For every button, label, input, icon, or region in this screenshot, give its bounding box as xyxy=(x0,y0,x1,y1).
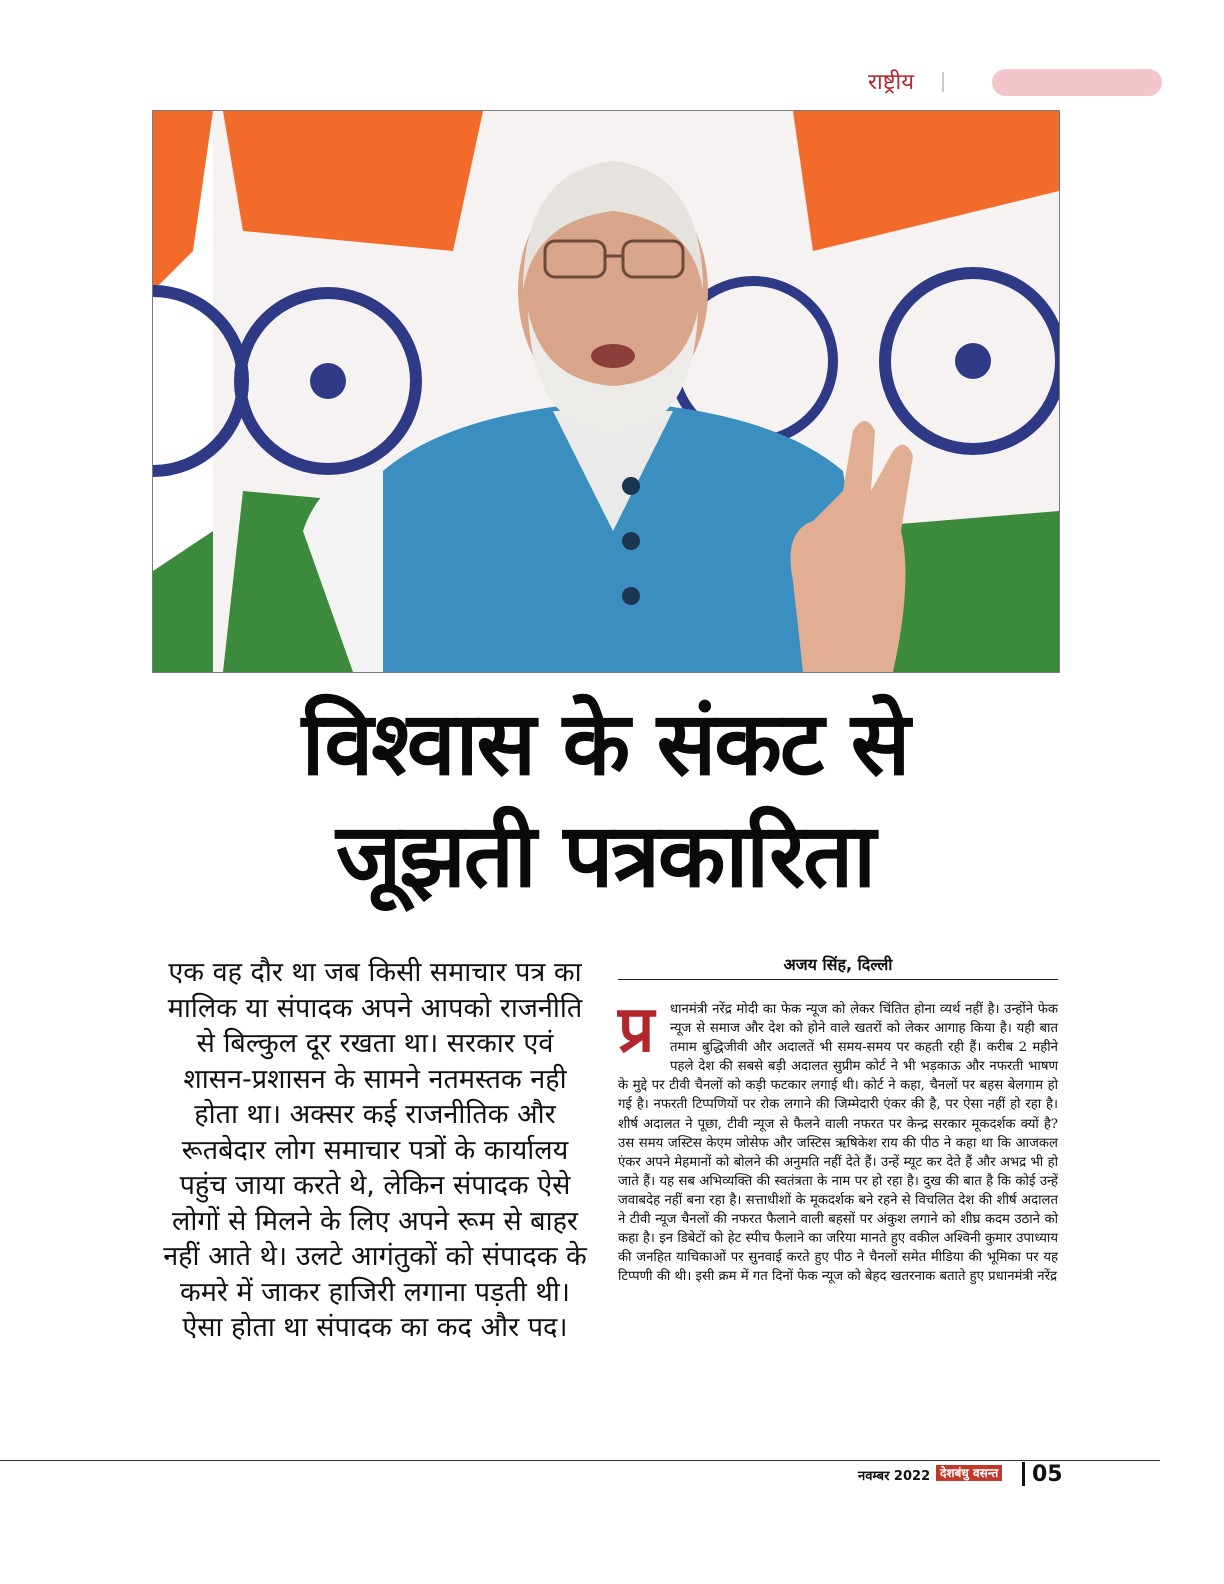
byline: अजय सिंह, दिल्ली xyxy=(618,953,1058,980)
footer-divider xyxy=(1022,1462,1025,1486)
headline-line-2: जूझती पत्रकारिता xyxy=(335,804,875,907)
article-body xyxy=(618,993,1058,1286)
section-label: राष्ट्रीय xyxy=(868,70,915,95)
article-text: धानमंत्री नरेंद्र मोदी का फेक न्यूज को लेकर चिंतित होना व्यर्थ नहीं है। उन्होंने फेक न्यूज से समाज और देश को होने वाले खतरों को लेकर आगाह किया है। यही बात तमाम बुद्धिजीवी और अदालतें भी समय-समय पर कहती रही हैं। करीब 2 महीने पहले देश की सबसे बड़ी अदालत सुप्रीम कोर्ट ने भी भड़काऊ और नफरती भाषण के मुद्दे पर टीवी चैनलों को कड़ी फटकार लगाई थी। कोर्ट ने कहा, चैनलों पर बहस बेलगाम हो गई है। नफरती टिप्पणियों पर रोक लगाने की जिम्मेदारी एंकर की है, पर ऐसा नहीं हो रहा है। शीर्ष अदालत ने पूछा, टीवी न्यूज से फैलने वाली नफरत पर केन्द्र सरकार मूकदर्शक क्यों है? उस समय जस्टिस केएम जोसेफ और जस्टिस ऋषिकेश राय की पीठ ने कहा था कि आजकल एंकर अपने मेहमानों को बोलने की अनुमति नहीं देते हैं। उन्हें म्यूट कर देते हैं और अभद्र भी हो जाते हैं। यह सब अभिव्यक्ति की स्वतंत्रता के नाम पर हो रहा है। दुख की बात है कि कोई उन्हें जवाबदेह नहीं बना रहा है। सत्ताधीशों के मूकदर्शक बने रहने से विचलित देश की शीर्ष अदालत ने टीवी न्यूज चैनलों की नफरत फैलाने वाली बहसों पर अंकुश लगाने को शीघ्र कदम उठाने को कहा है। इन डिबेटों को हेट स्पीच फैलाने का जरिया मानते हुए वकील अश्विनी कुमार उपाध्याय की जनहित याचिकाओं पर सुनवाई करते हुए पीठ ने चैनलों समेत मीडिया की भूमिका पर यह टिप्पणी की थी। इसी क्रम में गत दिनों फेक न्यूज को बेहद खतरनाक बताते हुए प्रधानमंत्री नरेंद्र xyxy=(618,1002,1058,1285)
section-divider xyxy=(942,72,944,92)
magazine-brand: देशबंधु वसन्त xyxy=(936,1465,1002,1481)
pull-quote: एक वह दौर था जब किसी समाचार पत्र का मालिक या संपादक अपने आपको राजनीति से बिल्कुल दूर रखता था। सरकार एवं शासन-प्रशासन के सामने नतमस्तक नही होता था। अक्सर कई राजनीतिक और रूतबेदार लोग समाचार पत्रों के कार्यालय पहुंच जाया करते थे, लेकिन संपादक ऐसे लोगों से मिलने के लिए अपने रूम से बाहर नहीं आते थे। उलटे आगंतुकों को संपादक के कमरे में जाकर हाजिरी लगाना पड़ती थी। ऐसा होता था संपादक का कद और पद। xyxy=(163,957,587,1343)
section-tag-bar xyxy=(992,69,1162,96)
drop-cap: प्र xyxy=(618,993,655,1067)
headline-line-1: विश्वास के संकट से xyxy=(301,692,909,795)
hero-illustration xyxy=(153,111,1059,672)
hero-photo xyxy=(152,110,1060,673)
flag-left xyxy=(153,111,213,672)
headline xyxy=(150,688,1060,912)
issue-month: नवम्बर 2022 xyxy=(858,1469,931,1484)
page-number: 05 xyxy=(1032,1462,1063,1487)
footer-rule xyxy=(0,1460,1160,1461)
